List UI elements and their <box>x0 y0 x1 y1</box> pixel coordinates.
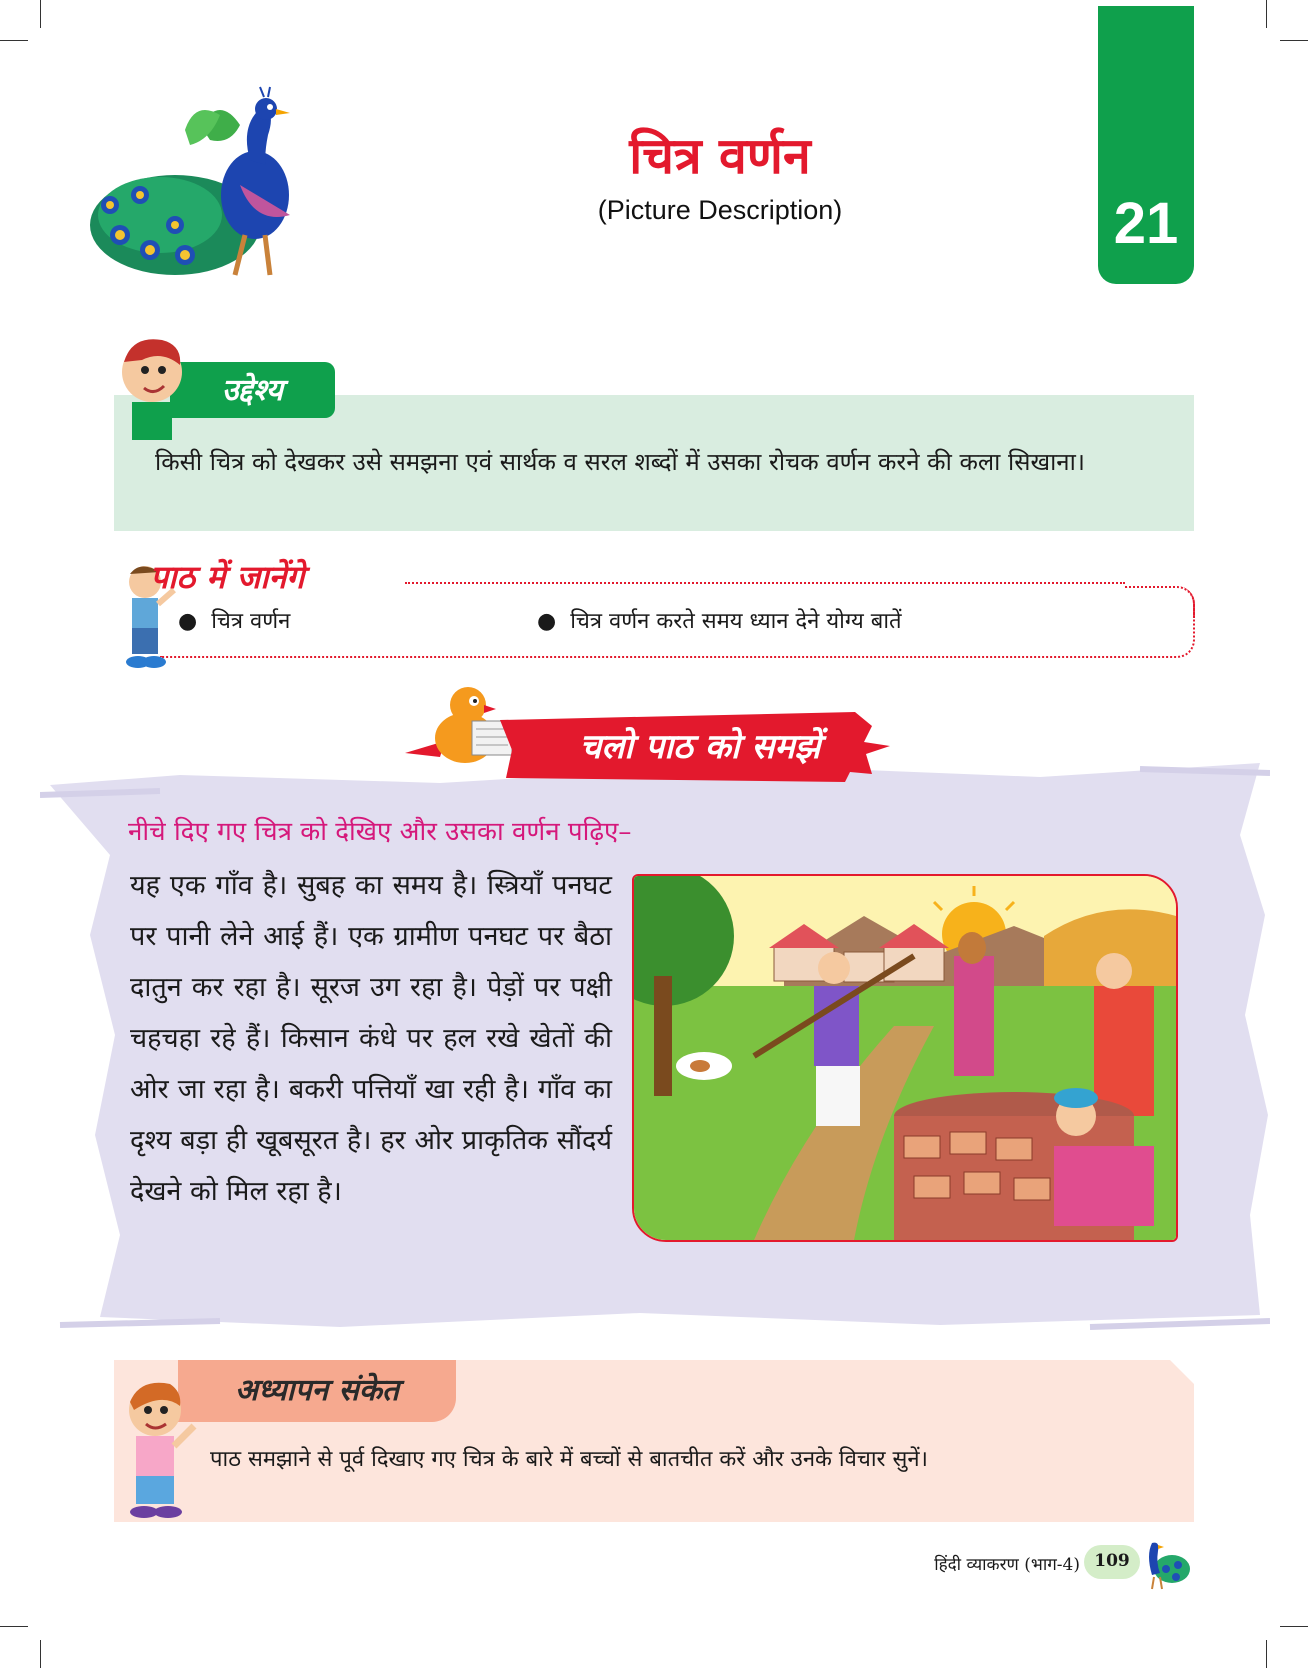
bullet-icon: ● <box>178 609 212 634</box>
corner-cut <box>1170 1360 1194 1384</box>
page-subtitle: (Picture Description) <box>597 195 843 225</box>
village-scene-illustration <box>632 874 1178 1242</box>
list-item <box>178 605 290 635</box>
crop-mark <box>0 40 28 41</box>
objective-label: उद्देश्य <box>221 373 284 408</box>
boy-peeking-illustration <box>112 330 192 440</box>
footer-book-title: हिंदी व्याकरण (भाग-4) <box>934 1555 1080 1575</box>
instruction-text: नीचे दिए गए चित्र को देखिए और उसका वर्णन पढ़िए– <box>128 817 632 847</box>
crop-mark <box>40 1640 41 1668</box>
crop-mark <box>1266 0 1267 28</box>
peacock-illustration <box>80 85 330 285</box>
page-number: 109 <box>1094 1551 1130 1571</box>
teaching-note-label: अध्यापन संकेत <box>235 1373 399 1408</box>
list-item-label: चित्र वर्णन करते समय ध्यान देने योग्य बातें <box>570 609 902 634</box>
page-title: चित्र वर्णन <box>629 126 811 185</box>
divider <box>1125 586 1195 618</box>
chapter-number: 21 <box>1113 191 1179 256</box>
list-item-label: चित्र वर्णन <box>211 609 291 634</box>
will-learn-heading: पाठ में जानेंगे <box>150 558 305 596</box>
peacock-icon <box>1136 1535 1192 1590</box>
list-item <box>537 605 902 635</box>
objective-text: किसी चित्र को देखकर उसे समझना एवं सार्थक व सरल शब्दों में उसका रोचक वर्णन करने की कला सिखाना। <box>155 448 1085 476</box>
boy-waving-illustration <box>110 1370 200 1520</box>
crop-mark <box>1280 1626 1308 1627</box>
crop-mark <box>0 1626 28 1627</box>
crop-mark <box>1266 1640 1267 1668</box>
description-text: यह एक गाँव है। सुबह का समय है। स्त्रियाँ पनघट पर पानी लेने आई हैं। एक ग्रामीण पनघट पर बैठा दातुन कर रहा है। सूरज उग रहा है। पेड़ों पर पक्षी चहचहा रहे हैं। किसान कंधे पर हल रखे खेतों की ओर जा रहा है। बकरी पत्तियाँ खा रही है। गाँव का दृश्य बड़ा ही खूबसूरत है। हर ओर प्राकृतिक सौंदर्य देखने को मिल रहा है। <box>130 870 612 1207</box>
crop-mark <box>40 0 41 28</box>
teaching-note-text: पाठ समझाने से पूर्व दिखाए गए चित्र के बारे में बच्चों से बातचीत करें और उनके विचार सुनें। <box>210 1447 928 1472</box>
bullet-icon: ● <box>537 609 571 634</box>
divider <box>405 582 1125 584</box>
crop-mark <box>1280 40 1308 41</box>
lesson-banner-label: चलो पाठ को समझें <box>579 727 821 767</box>
